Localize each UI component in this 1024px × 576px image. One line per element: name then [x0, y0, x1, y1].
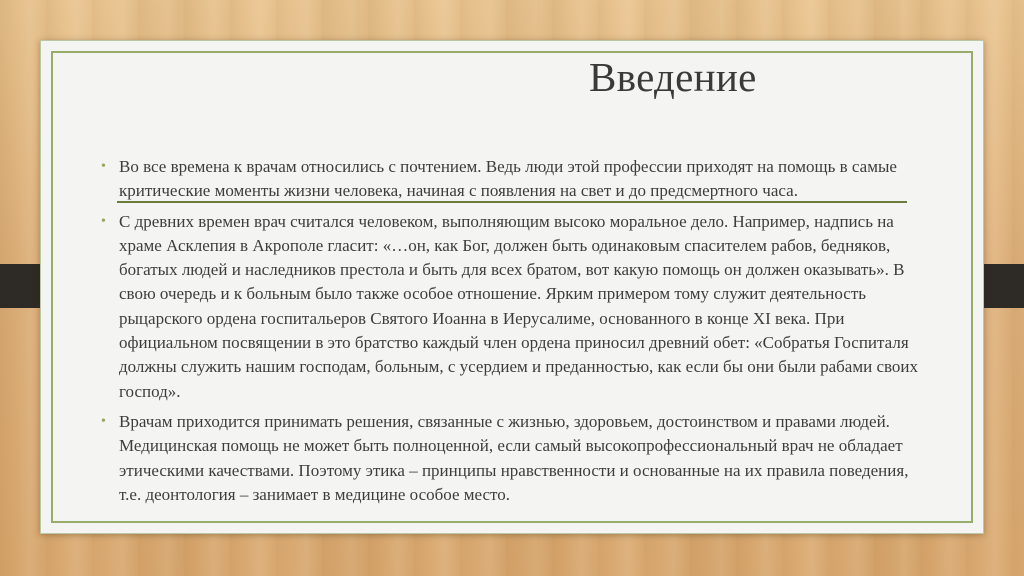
bullet-text-1: Во все времена к врачам относились с почтением. Ведь люди этой профессии приходят на помощь в самые критические моменты жизни человека, начиная с появления на свет и до предсмертного часа. — [119, 157, 897, 201]
slide-title: Введение — [589, 54, 757, 100]
slide-panel — [40, 40, 984, 534]
bullet-item-2 — [99, 210, 929, 404]
bullet-point-icon: • — [101, 213, 106, 229]
bullet-text-2: С древних времен врач считался человеком, выполняющим высоко моральное дело. Например, надпись на храме Асклепия в Акрополе гласит: «…он, как Бог, должен быть одинаковым спасителем рабов, бедняков, богатых людей и наследников престола и быть для всех братом, вот какую помощь он должен оказывать». В свою очередь и к больным было также особое отношение. Ярким примером тому служит деятельность рыцарского ордена госпитальеров Святого Иоанна в Иерусалиме, основанного в конце XI века. При официальном посвящении в это братство каждый член ордена приносил древний обет: «Собратья Госпиталя должны служить нашим господам, больным, с усердием и преданностью, как если бы они были рабами своих господ». — [119, 211, 919, 401]
bullet-list — [99, 155, 929, 513]
bullet-text-3: Врачам приходится принимать решения, связанные с жизнью, здоровьем, достоинством и правами людей. Медицинская помощь не может быть полноценной, если самый высокопрофессиональный врач не обладает этическими качествами. Поэтому этика – принципы нравственности и основанные на их правила поведения, т.е. деонтология – занимает в медицине особое место. — [119, 411, 909, 504]
bullet-item-3 — [99, 410, 929, 507]
bullet-item-1 — [99, 155, 929, 204]
bullet-point-icon: • — [101, 159, 106, 174]
bullet-point-icon: • — [101, 413, 106, 429]
